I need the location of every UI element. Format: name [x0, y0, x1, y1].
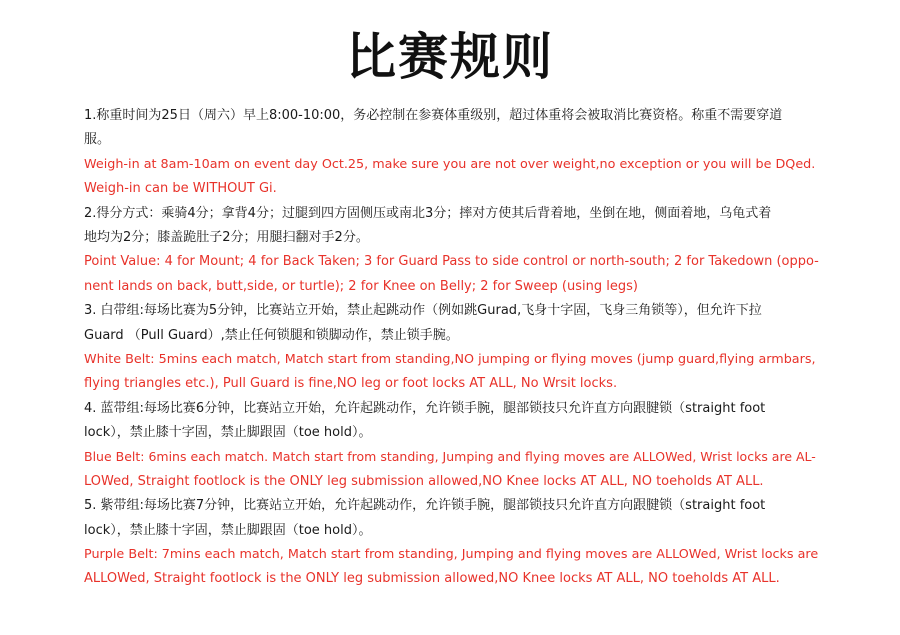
rules-line: 服。 — [84, 132, 111, 148]
rules-line: lock），禁止膝十字固，禁止脚跟固（toe hold）。 — [84, 522, 372, 538]
rules-line: Blue Belt: 6mins each match. Match start from standing, Jumping and flying moves are ALLOWed, Wrist locks are AL- — [84, 449, 816, 465]
rules-line: Weigh-in can be WITHOUT Gi. — [84, 181, 277, 197]
rules-line: Purple Belt: 7mins each match, Match start from standing, Jumping and flying moves are ALLOWed, Wrist locks are — [84, 547, 819, 563]
rules-line: Guard （Pull Guard）,禁止任何锁腿和锁脚动作，禁止锁手腕。 — [84, 327, 459, 343]
rules-line: 2.得分方式：乘骑4分；拿背4分；过腿到四方固侧压或南北3分；摔对方使其后背着地，坐倒在地，侧面着地，乌龟式着 — [84, 205, 772, 221]
rules-line: 地均为2分；膝盖跪肚子2分；用腿扫翻对手2分。 — [84, 229, 369, 245]
rules-line: Point Value: 4 for Mount; 4 for Back Taken; 3 for Guard Pass to side control or north-south; 2 for Takedown (oppo- — [84, 254, 819, 270]
rules-line: White Belt: 5mins each match, Match start from standing,NO jumping or flying moves (jump guard,flying armbars, — [84, 351, 816, 367]
rules-line: nent lands on back, butt,side, or turtle); 2 for Knee on Belly; 2 for Sweep (using legs) — [84, 278, 638, 294]
rules-line: flying triangles etc.), Pull Guard is fine,NO leg or foot locks AT ALL, No Wrsit locks. — [84, 376, 618, 392]
rules-line: 3. 白带组:每场比赛为5分钟，比赛站立开始，禁止起跳动作（例如跳Gurad,飞身十字固，飞身三角锁等），但允许下拉 — [84, 303, 762, 319]
rules-line: 5. 紫带组:每场比赛7分钟，比赛站立开始，允许起跳动作，允许锁手腕，腿部锁技只允许直方向跟腱锁（straight foot — [84, 498, 766, 514]
rules-line: ALLOWed, Straight footlock is the ONLY leg submission allowed,NO Knee locks AT ALL, NO toeholds AT ALL. — [84, 571, 780, 587]
rules-line: 1.称重时间为25日（周六）早上8:00-10:00，务必控制在参赛体重级别，超过体重将会被取消比赛资格。称重不需要穿道 — [84, 108, 783, 123]
rules-line: lock），禁止膝十字固，禁止脚跟固（toe hold）。 — [84, 425, 372, 441]
rules-line: 4. 蓝带组:每场比赛6分钟，比赛站立开始，允许起跳动作，允许锁手腕，腿部锁技只允许直方向跟腱锁（straight foot — [84, 400, 766, 416]
page-title: 比赛规则 — [346, 28, 554, 86]
rules-line: LOWed, Straight footlock is the ONLY leg submission allowed,NO Knee locks AT ALL, NO toeholds AT ALL. — [84, 473, 764, 489]
rules-body — [84, 104, 820, 592]
rules-line: Weigh-in at 8am-10am on event day Oct.25, make sure you are not over weight,no exception or you will be DQed. — [84, 156, 816, 172]
